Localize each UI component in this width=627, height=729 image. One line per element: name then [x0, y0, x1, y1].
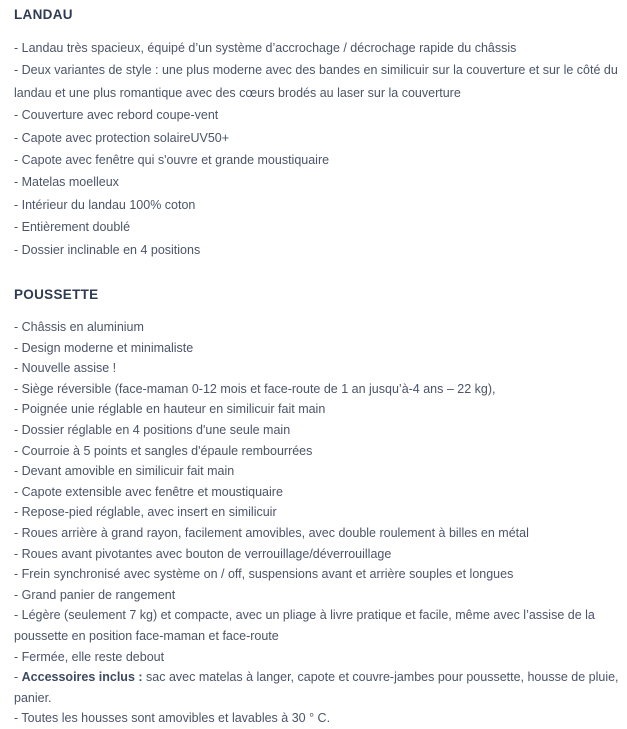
- feature-item: - Landau très spacieux, équipé d’un système d’accrochage / décrochage rapide du châssis: [14, 41, 517, 55]
- feature-item: - Entièrement doublé: [14, 220, 131, 235]
- section-title-landau: LANDAU: [14, 7, 73, 22]
- feature-item: - Dossier inclinable en 4 positions: [14, 242, 201, 257]
- feature-item: - Accessoires inclus : sac avec matelas à langer, capote et couvre-jambes pour poussette, housse de pluie, panier.: [14, 670, 619, 705]
- feature-item: - Siège réversible (face-maman 0-12 mois et face-route de 1 an jusqu’à-4 ans – 22 kg),: [14, 381, 496, 396]
- feature-item: - Courroie à 5 points et sangles d'épaule rembourrées: [14, 443, 313, 458]
- feature-item: - Deux variantes de style : une plus moderne avec des bandes en similicuir sur la couverture et sur le côté du landau et une plus romantique avec des cœurs brodés au laser sur la couverture: [14, 63, 618, 100]
- section-landau: [14, 7, 627, 261]
- feature-item: - Toutes les housses sont amovibles et lavables à 30 ° C.: [14, 711, 331, 726]
- feature-item: - Légère (seulement 7 kg) et compacte, avec un pliage à livre pratique et facile, même avec l’assise de la poussette en position face-maman et face-route: [14, 608, 595, 643]
- feature-item: - Repose-pied réglable, avec insert en similicuir: [14, 505, 277, 520]
- feature-item: - Devant amovible en similicuir fait main: [14, 464, 235, 479]
- feature-item: - Roues avant pivotantes avec bouton de verrouillage/déverrouillage: [14, 546, 392, 561]
- feature-item: - Fermée, elle reste debout: [14, 649, 165, 664]
- feature-item: - Roues arrière à grand rayon, facilement amovibles, avec double roulement à billes en métal: [14, 526, 529, 540]
- feature-item: - Frein synchronisé avec système on / off, suspensions avant et arrière souples et longues: [14, 567, 514, 582]
- feature-item: - Châssis en aluminium: [14, 320, 144, 335]
- feature-item: - Capote avec protection solaireUV50+: [14, 130, 230, 145]
- section-title-poussette: POUSSETTE: [14, 287, 99, 303]
- feature-item: - Grand panier de rangement: [14, 587, 176, 602]
- feature-item: - Capote extensible avec fenêtre et moustiquaire: [14, 484, 283, 499]
- feature-list-landau: [14, 37, 622, 261]
- feature-item-bold-label: Accessoires inclus :: [21, 670, 143, 685]
- feature-item: - Dossier réglable en 4 positions d'une seule main: [14, 423, 291, 438]
- feature-item: - Nouvelle assise !: [14, 361, 117, 376]
- feature-item: - Poignée unie réglable en hauteur en similicuir fait main: [14, 402, 326, 417]
- feature-item: - Design moderne et minimaliste: [14, 340, 194, 355]
- feature-list-poussette: [14, 317, 622, 729]
- feature-item: - Intérieur du landau 100% coton: [14, 197, 196, 212]
- section-poussette: [14, 287, 627, 729]
- feature-item: - Couverture avec rebord coupe-vent: [14, 108, 219, 123]
- feature-item: - Matelas moelleux: [14, 175, 119, 190]
- feature-item: - Capote avec fenêtre qui s'ouvre et grande moustiquaire: [14, 153, 330, 168]
